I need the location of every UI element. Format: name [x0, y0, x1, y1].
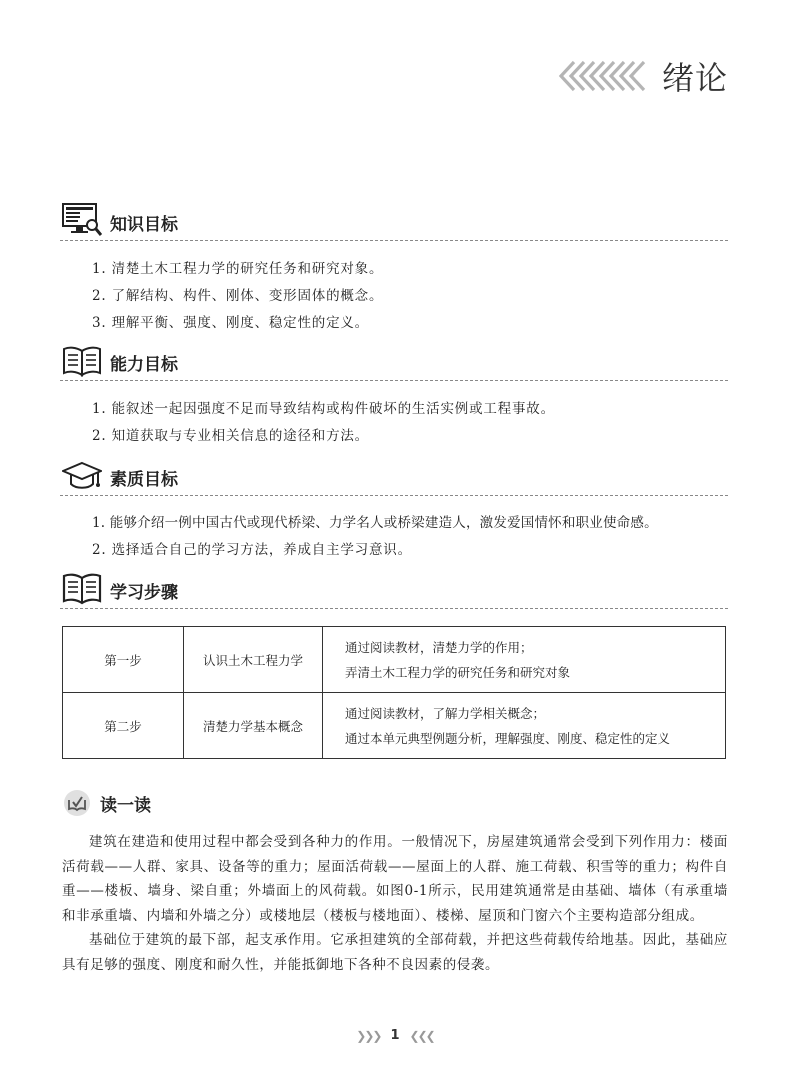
section-header-reading [62, 786, 151, 820]
paragraph: 建筑在建造和使用过程中都会受到各种力的作用。一般情况下，房屋建筑通常会受到下列作用力：楼面活荷载——人群、家具、设备等的重力；屋面活荷载——屋面上的人群、施工荷载、积雪等的重力；构件自重——楼板、墙身、梁自重；外墙面上的风荷载。如图0-1所示，民用建筑通常是由基础、墙体（有承重墙和非承重墙、内墙和外墙之分）或楼地层（楼板与楼地面）、楼梯、屋顶和门窗六个主要构造部分组成。 [62, 834, 728, 924]
section-header-steps [60, 568, 728, 609]
chapter-header [558, 52, 728, 100]
page-number: 1 [390, 1028, 400, 1043]
list-item: 2. 知道获取与专业相关信息的途径和方法。 [92, 428, 369, 444]
left-arrows-icon: ❮❮❮ [409, 1028, 434, 1043]
reading-badge-icon [62, 788, 92, 818]
right-arrows-icon: ❯❯❯ [356, 1028, 381, 1043]
desc-cell [323, 693, 726, 759]
section-title: 知识目标 [110, 215, 178, 235]
quality-list [92, 510, 658, 564]
section-title: 能力目标 [110, 355, 178, 375]
section-header-quality [60, 455, 728, 496]
table-row [63, 693, 726, 759]
list-item: 1. 清楚土木工程力学的研究任务和研究对象。 [92, 261, 384, 277]
list-item: 3. 理解平衡、强度、刚度、稳定性的定义。 [92, 315, 369, 331]
chapter-title: 绪论 [661, 59, 728, 97]
section-title: 素质目标 [110, 470, 178, 490]
learning-steps-table [62, 626, 726, 759]
page-footer [0, 1028, 790, 1043]
step-cell: 第一步 [63, 627, 184, 693]
table-row [63, 627, 726, 693]
desc-line: 通过阅读教材，了解力学相关概念； [345, 705, 546, 721]
section-title: 读一读 [100, 795, 151, 816]
list-item: 1. 能叙述一起因强度不足而导致结构或构件破坏的生活实例或工程事故。 [92, 401, 555, 417]
chevron-arrows-icon [558, 59, 654, 93]
desc-line: 通过阅读教材，清楚力学的作用； [345, 639, 533, 655]
section-header-knowledge [60, 200, 728, 241]
list-item: 2. 了解结构、构件、刚体、变形固体的概念。 [92, 288, 384, 304]
reading-body [62, 830, 728, 977]
desc-line: 弄清土木工程力学的研究任务和研究对象 [345, 664, 571, 680]
desc-line: 通过本单元典型例题分析，理解强度、刚度、稳定性的定义 [345, 730, 671, 746]
computer-search-icon [62, 203, 102, 237]
graduation-cap-icon [62, 460, 102, 492]
topic-cell: 清楚力学基本概念 [184, 693, 323, 759]
book-icon [62, 573, 102, 605]
open-book-icon [62, 345, 102, 377]
paragraph: 基础位于建筑的最下部，起支承作用。它承担建筑的全部荷载，并把这些荷载传给地基。因此，基础应具有足够的强度、刚度和耐久性，并能抵御地下各种不良因素的侵袭。 [62, 932, 728, 973]
knowledge-list [92, 256, 383, 337]
topic-cell: 认识土木工程力学 [184, 627, 323, 693]
step-cell: 第二步 [63, 693, 184, 759]
list-item: 1. 能够介绍一例中国古代或现代桥梁、力学名人或桥梁建造人，激发爱国情怀和职业使命感。 [92, 515, 658, 531]
list-item: 2. 选择适合自己的学习方法，养成自主学习意识。 [92, 542, 412, 558]
section-title: 学习步骤 [110, 583, 178, 603]
desc-cell [323, 627, 726, 693]
section-header-ability [60, 340, 728, 381]
ability-list [92, 396, 555, 450]
